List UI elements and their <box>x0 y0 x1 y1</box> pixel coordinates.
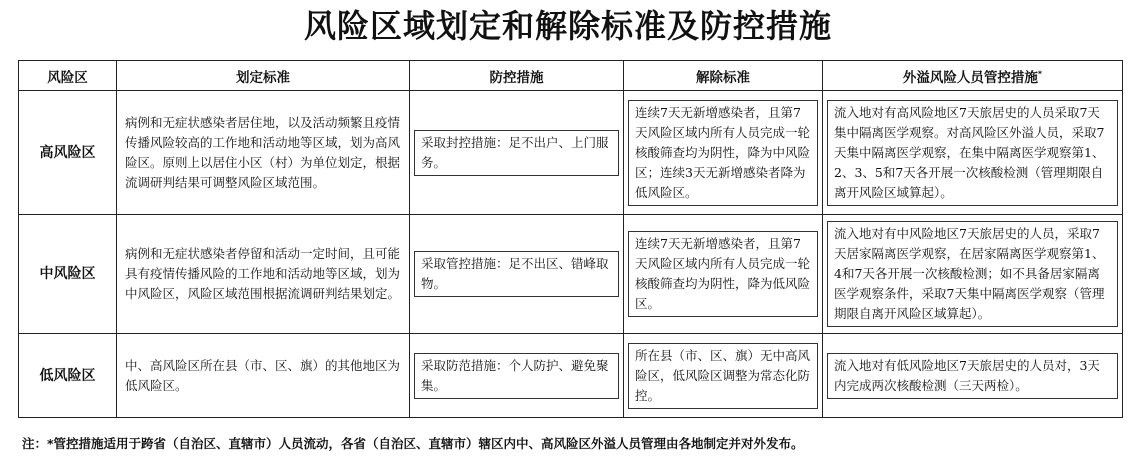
measures-cell <box>410 215 624 334</box>
spillover-cell <box>823 334 1123 418</box>
spillover-cell <box>823 91 1123 215</box>
criteria-cell: 病例和无症状感染者居住地，以及活动频繁且疫情传播风险较高的工作地和活动地等区域，划为高风险区。原则上以居住小区（村）为单位划定，根据流调研判结果可调整风险区域范围。 <box>117 91 410 215</box>
spillover-box: 流入地对有高风险地区7天旅居史的人员采取7天集中隔离医学观察。对高风险区外溢人员，采取7天集中隔离医学观察，在集中隔离医学观察第1、2、3、5和7天各开展一次核酸检测（管理期限自离开风险区域算起）。 <box>827 100 1118 206</box>
table-row <box>19 91 1123 215</box>
measures-cell <box>410 334 624 418</box>
lifting-box: 连续7天无新增感染者，且第7天风险区域内所有人员完成一轮核酸筛查均为阴性，降为中风险区；连续3天无新增感染者降为低风险区。 <box>628 100 818 206</box>
lifting-box: 所在县（市、区、旗）无中高风险区，低风险区调整为常态化防控。 <box>628 343 818 409</box>
lifting-cell <box>624 215 823 334</box>
risk-level-cell: 低风险区 <box>19 334 117 418</box>
lifting-cell <box>624 91 823 215</box>
header-risk-zone: 风险区 <box>19 61 117 91</box>
measures-box: 采取防范措施：个人防护、避免聚集。 <box>414 353 619 399</box>
header-spillover <box>823 61 1123 91</box>
criteria-cell: 病例和无症状感染者停留和活动一定时间，且可能具有疫情传播风险的工作地和活动地等区域，划为中风险区，风险区域范围根据流调研判结果划定。 <box>117 215 410 334</box>
measures-box: 采取管控措施：足不出区、错峰取物。 <box>414 251 619 297</box>
criteria-cell: 中、高风险区所在县（市、区、旗）的其他地区为低风险区。 <box>117 334 410 418</box>
lifting-cell <box>624 334 823 418</box>
risk-level-cell: 高风险区 <box>19 91 117 215</box>
footnote: 注：*管控措施适用于跨省（自治区、直辖市）人员流动，各省（自治区、直辖市）辖区内中、高风险区外溢人员管理由各地制定并对外发布。 <box>22 436 804 451</box>
table-row <box>19 334 1123 418</box>
spillover-box: 流入地对有中风险地区7天旅居史的人员，采取7天居家隔离医学观察，在居家隔离医学观察第1、4和7天各开展一次核酸检测；如不具备居家隔离医学观察条件，采取7天集中隔离医学观察（管理期限自离开风险区域算起）。 <box>827 221 1118 327</box>
page-title: 风险区域划定和解除标准及防控措施 <box>303 7 832 45</box>
header-footnote-mark: * <box>1037 69 1043 78</box>
risk-zone-table <box>18 60 1123 418</box>
header-lifting: 解除标准 <box>624 61 823 91</box>
spillover-box: 流入地对有低风险地区7天旅居史的人员对，3天内完成两次核酸检测（三天两检）。 <box>827 353 1118 399</box>
measures-cell <box>410 91 624 215</box>
header-criteria: 划定标准 <box>117 61 410 91</box>
risk-level-cell: 中风险区 <box>19 215 117 334</box>
table-header-row <box>19 61 1123 91</box>
spillover-cell <box>823 215 1123 334</box>
lifting-box: 连续7天无新增感染者，且第7天风险区域内所有人员完成一轮核酸筛查均为阴性，降为低风险区。 <box>628 231 818 317</box>
header-measures: 防控措施 <box>410 61 624 91</box>
measures-box: 采取封控措施：足不出户、上门服务。 <box>414 130 619 176</box>
table-row <box>19 215 1123 334</box>
header-spillover-label: 外溢风险人员管控措施 <box>902 69 1038 86</box>
